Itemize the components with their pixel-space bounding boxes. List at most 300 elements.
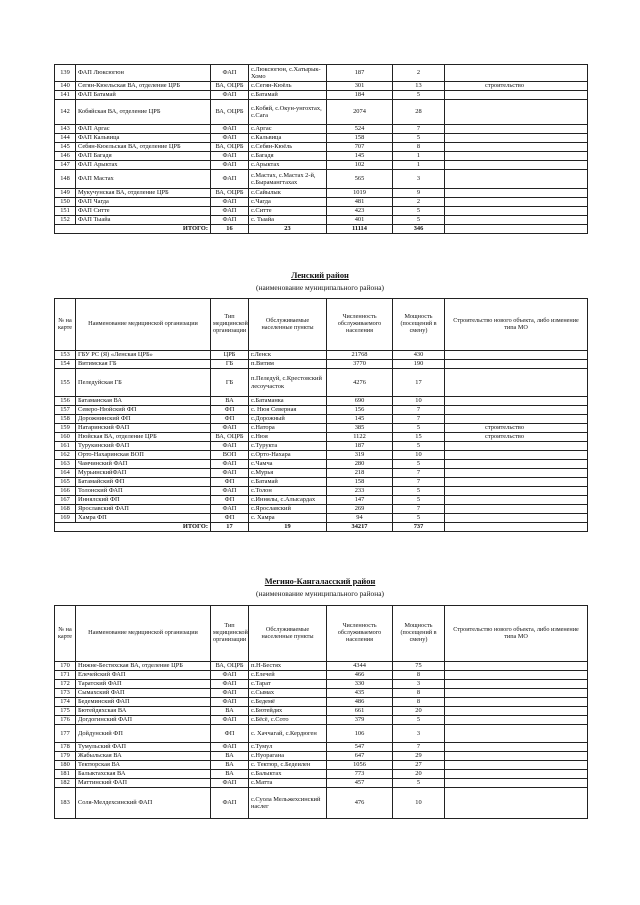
cell-note	[445, 397, 588, 406]
cell-type: ФАП	[211, 689, 249, 698]
cell-type: ФАП	[211, 469, 249, 478]
cell-note	[445, 189, 588, 198]
cell-org: ФАП Батамай	[76, 91, 211, 100]
cell-population: 690	[327, 397, 393, 406]
cell-org: Турукинский ФАП	[76, 442, 211, 451]
total-row	[55, 523, 588, 532]
cell-num: 153	[55, 351, 76, 360]
cell-type: ФП	[211, 514, 249, 523]
cell-population: 1122	[327, 433, 393, 442]
cell-type: ВА, ОЦРБ	[211, 143, 249, 152]
total-settlements: 23	[249, 225, 327, 234]
table-row	[55, 125, 588, 134]
cell-type: ВА	[211, 761, 249, 770]
cell-type: ФП	[211, 725, 249, 743]
cell-settlements: п.Витим	[249, 360, 327, 369]
cell-num: 170	[55, 662, 76, 671]
cell-settlements: с.Себян-Кюёль	[249, 143, 327, 152]
cell-population: 102	[327, 161, 393, 170]
cell-type: ФАП	[211, 788, 249, 819]
cell-num: 149	[55, 189, 76, 198]
cell-note	[445, 680, 588, 689]
cell-population: 106	[327, 725, 393, 743]
cell-settlements: с.Батамай	[249, 91, 327, 100]
cell-capacity: 10	[393, 397, 445, 406]
cell-capacity: 5	[393, 91, 445, 100]
cell-type: ВОП	[211, 451, 249, 460]
cell-settlements: с.Люксюгюн, с.Хатырык-Хомо	[249, 65, 327, 82]
cell-settlements: с.Мурья	[249, 469, 327, 478]
cell-note	[445, 505, 588, 514]
cell-num: 169	[55, 514, 76, 523]
total-capacity: 346	[393, 225, 445, 234]
cell-settlements: с.Ярославский	[249, 505, 327, 514]
cell-type: ФАП	[211, 152, 249, 161]
cell-settlements: с.Ситте	[249, 207, 327, 216]
cell-org: Батаманская ВА	[76, 397, 211, 406]
cell-num: 178	[55, 743, 76, 752]
cell-type: ВА, ОЦРБ	[211, 433, 249, 442]
cell-population: 565	[327, 170, 393, 189]
total-empty	[445, 225, 588, 234]
cell-capacity: 2	[393, 65, 445, 82]
cell-num: 161	[55, 442, 76, 451]
cell-capacity: 10	[393, 788, 445, 819]
cell-note	[445, 451, 588, 460]
table-row	[55, 170, 588, 189]
cell-capacity: 7	[393, 469, 445, 478]
cell-type: ФАП	[211, 698, 249, 707]
table-lensky	[54, 298, 588, 532]
cell-population: 486	[327, 698, 393, 707]
table-row	[55, 424, 588, 433]
cell-note	[445, 698, 588, 707]
table-row	[55, 716, 588, 725]
cell-num: 154	[55, 360, 76, 369]
total-label: ИТОГО:	[55, 225, 211, 234]
table-row	[55, 152, 588, 161]
cell-org: Тумульский ФАП	[76, 743, 211, 752]
cell-settlements: с.Нуорагана	[249, 752, 327, 761]
cell-org: Жабыльская ВА	[76, 752, 211, 761]
cell-type: ФАП	[211, 216, 249, 225]
cell-capacity: 20	[393, 707, 445, 716]
cell-settlements: с.Дорожный	[249, 415, 327, 424]
cell-type: ВА	[211, 707, 249, 716]
cell-capacity: 5	[393, 487, 445, 496]
cell-capacity: 5	[393, 207, 445, 216]
cell-type: ВА, ОЦРБ	[211, 189, 249, 198]
table-kobyaisky-continued	[54, 64, 588, 234]
cell-settlements: с. Хаччагай, с.Кердюген	[249, 725, 327, 743]
cell-type: ВА, ОЦРБ	[211, 100, 249, 125]
cell-population: 481	[327, 198, 393, 207]
cell-type: ФАП	[211, 460, 249, 469]
cell-org: Бютейдяхская ВА	[76, 707, 211, 716]
header-type: Тип медицинской организации	[211, 299, 249, 351]
cell-capacity: 190	[393, 360, 445, 369]
cell-capacity: 20	[393, 770, 445, 779]
cell-population: 707	[327, 143, 393, 152]
section-title-lensky: Ленский район	[291, 271, 349, 280]
cell-org: Хамра ФП	[76, 514, 211, 523]
cell-org: Тектюрская ВА	[76, 761, 211, 770]
header-num: № на карте	[55, 299, 76, 351]
cell-settlements: с.Бедемё	[249, 698, 327, 707]
cell-num: 142	[55, 100, 76, 125]
header-org: Наименование медицинской организации	[76, 299, 211, 351]
cell-org: ФАП Арыктах	[76, 161, 211, 170]
table-body	[55, 351, 588, 532]
section-title-megino: Мегино-Кангаласский район	[264, 577, 376, 586]
cell-org: Дорожнинский ФП	[76, 415, 211, 424]
table-row	[55, 65, 588, 82]
table-header-row	[55, 299, 588, 351]
cell-org: Сегян-Кюельская ВА, отделение ЦРБ	[76, 82, 211, 91]
cell-settlements: с. Хамра	[249, 514, 327, 523]
cell-capacity: 1	[393, 161, 445, 170]
cell-capacity: 5	[393, 496, 445, 505]
cell-population: 319	[327, 451, 393, 460]
cell-note	[445, 716, 588, 725]
cell-settlements: с.Бёсё, с.Сото	[249, 716, 327, 725]
cell-capacity: 2	[393, 198, 445, 207]
cell-note	[445, 761, 588, 770]
cell-note	[445, 779, 588, 788]
cell-org: Дойдунский ФП	[76, 725, 211, 743]
cell-note	[445, 100, 588, 125]
cell-org: Пеледуйская ГБ	[76, 369, 211, 397]
cell-org: МурьинскийФАП	[76, 469, 211, 478]
table-row	[55, 360, 588, 369]
cell-type: ФАП	[211, 198, 249, 207]
cell-org: Витимская ГБ	[76, 360, 211, 369]
cell-settlements: с.Елечей	[249, 671, 327, 680]
cell-population: 773	[327, 770, 393, 779]
table-row	[55, 505, 588, 514]
cell-org: Елечейский ФАП	[76, 671, 211, 680]
section-subtitle-megino: (наименование муниципального района)	[256, 589, 384, 598]
cell-org: Догдогинский ФАП	[76, 716, 211, 725]
cell-settlements: с.Иннялы, с.Алысардах	[249, 496, 327, 505]
cell-type: ФАП	[211, 680, 249, 689]
cell-type: ГБ	[211, 360, 249, 369]
cell-note	[445, 770, 588, 779]
cell-type: ЦРБ	[211, 351, 249, 360]
cell-org: Чамчинский ФАП	[76, 460, 211, 469]
cell-num: 144	[55, 134, 76, 143]
cell-org: ФАП Багадя	[76, 152, 211, 161]
cell-capacity: 1	[393, 152, 445, 161]
cell-note	[445, 161, 588, 170]
cell-type: ВА	[211, 770, 249, 779]
cell-num: 175	[55, 707, 76, 716]
cell-num: 171	[55, 671, 76, 680]
header-population: Численность обслуживаемого населения	[327, 606, 393, 662]
table-row	[55, 406, 588, 415]
cell-num: 162	[55, 451, 76, 460]
cell-capacity: 5	[393, 779, 445, 788]
cell-note	[445, 671, 588, 680]
cell-num: 139	[55, 65, 76, 82]
cell-org: Северо-Нюйский ФП	[76, 406, 211, 415]
cell-population: 524	[327, 125, 393, 134]
cell-settlements: с.Арыктах	[249, 161, 327, 170]
cell-num: 156	[55, 397, 76, 406]
cell-num: 141	[55, 91, 76, 100]
cell-type: ФАП	[211, 91, 249, 100]
cell-settlements: с. Тыайа	[249, 216, 327, 225]
cell-capacity: 7	[393, 125, 445, 134]
cell-num: 150	[55, 198, 76, 207]
table-header-row	[55, 606, 588, 662]
cell-settlements: с.Тарат	[249, 680, 327, 689]
cell-settlements: с.Аргас	[249, 125, 327, 134]
cell-settlements: с.Багадя	[249, 152, 327, 161]
cell-note	[445, 496, 588, 505]
cell-type: ФАП	[211, 170, 249, 189]
cell-settlements: с.Кальвица	[249, 134, 327, 143]
cell-type: ФП	[211, 496, 249, 505]
table-row	[55, 770, 588, 779]
cell-org: Орто-Нахаринская ВОП	[76, 451, 211, 460]
cell-note	[445, 351, 588, 360]
cell-settlements: с.Чагда	[249, 198, 327, 207]
cell-num: 148	[55, 170, 76, 189]
cell-note	[445, 788, 588, 819]
cell-num: 158	[55, 415, 76, 424]
cell-org: ФАП Кальвица	[76, 134, 211, 143]
cell-num: 160	[55, 433, 76, 442]
table-row	[55, 433, 588, 442]
cell-note	[445, 406, 588, 415]
cell-settlements: с.Суола Мельжехсинский наслег	[249, 788, 327, 819]
cell-note	[445, 415, 588, 424]
cell-capacity: 430	[393, 351, 445, 360]
cell-settlements: с.Сайылык	[249, 189, 327, 198]
cell-capacity: 5	[393, 442, 445, 451]
table-row	[55, 460, 588, 469]
table-row	[55, 514, 588, 523]
cell-org: Себян-Кюельская ВА, отделение ЦРБ	[76, 143, 211, 152]
cell-population: 547	[327, 743, 393, 752]
cell-population: 476	[327, 788, 393, 819]
cell-note	[445, 360, 588, 369]
cell-capacity: 9	[393, 189, 445, 198]
cell-num: 183	[55, 788, 76, 819]
table-row	[55, 451, 588, 460]
cell-note: строительство	[445, 424, 588, 433]
cell-note	[445, 369, 588, 397]
header-construction: Строительство нового объекта, либо изменение типа МО	[445, 606, 588, 662]
cell-capacity: 8	[393, 689, 445, 698]
cell-population: 3770	[327, 360, 393, 369]
cell-settlements: с.Толон	[249, 487, 327, 496]
cell-num: 182	[55, 779, 76, 788]
cell-settlements: с. Нюя Северная	[249, 406, 327, 415]
cell-population: 647	[327, 752, 393, 761]
table-row	[55, 761, 588, 770]
cell-note	[445, 689, 588, 698]
cell-note	[445, 460, 588, 469]
cell-type: ФАП	[211, 743, 249, 752]
cell-population: 4276	[327, 369, 393, 397]
cell-note	[445, 478, 588, 487]
table-row	[55, 134, 588, 143]
cell-num: 159	[55, 424, 76, 433]
cell-num: 147	[55, 161, 76, 170]
cell-population: 435	[327, 689, 393, 698]
table-row	[55, 442, 588, 451]
cell-org: Бедеминский ФАП	[76, 698, 211, 707]
cell-capacity: 3	[393, 725, 445, 743]
header-type: Тип медицинской организации	[211, 606, 249, 662]
cell-settlements: п.Пеледуй, с.Крестовский лесоучасток	[249, 369, 327, 397]
table-row	[55, 161, 588, 170]
cell-settlements: с.Бютейдях	[249, 707, 327, 716]
cell-population: 156	[327, 406, 393, 415]
cell-settlements: с.Натора	[249, 424, 327, 433]
cell-type: ФАП	[211, 716, 249, 725]
header-num: № на карте	[55, 606, 76, 662]
cell-num: 145	[55, 143, 76, 152]
cell-type: ФАП	[211, 442, 249, 451]
cell-num: 143	[55, 125, 76, 134]
cell-note	[445, 198, 588, 207]
cell-org: ФАП Ситте	[76, 207, 211, 216]
header-population: Численность обслуживаемого населения	[327, 299, 393, 351]
table-megino-kangalassky	[54, 605, 588, 819]
cell-population: 4344	[327, 662, 393, 671]
cell-num: 172	[55, 680, 76, 689]
cell-type: ФАП	[211, 671, 249, 680]
cell-population: 385	[327, 424, 393, 433]
table-row	[55, 662, 588, 671]
table-row	[55, 469, 588, 478]
cell-population: 1056	[327, 761, 393, 770]
table-row	[55, 680, 588, 689]
cell-capacity: 3	[393, 680, 445, 689]
table-row	[55, 143, 588, 152]
table-row	[55, 91, 588, 100]
header-capacity: Мощность (посещений в смену)	[393, 299, 445, 351]
cell-settlements: с.Балыктах	[249, 770, 327, 779]
cell-capacity: 75	[393, 662, 445, 671]
cell-type: ФАП	[211, 125, 249, 134]
cell-settlements: с.Батаманка	[249, 397, 327, 406]
cell-num: 167	[55, 496, 76, 505]
cell-org: ФАП Чагда	[76, 198, 211, 207]
cell-num: 155	[55, 369, 76, 397]
cell-settlements: с.Нюя	[249, 433, 327, 442]
cell-population: 21768	[327, 351, 393, 360]
table-row	[55, 671, 588, 680]
cell-note	[445, 125, 588, 134]
cell-org: Иннялский ФП	[76, 496, 211, 505]
cell-population: 233	[327, 487, 393, 496]
cell-capacity: 3	[393, 170, 445, 189]
cell-population: 301	[327, 82, 393, 91]
cell-settlements: с.Батамай	[249, 478, 327, 487]
cell-capacity: 5	[393, 460, 445, 469]
cell-population: 158	[327, 478, 393, 487]
table-row	[55, 752, 588, 761]
cell-settlements: с.Тумул	[249, 743, 327, 752]
cell-capacity: 7	[393, 505, 445, 514]
header-org: Наименование медицинской организации	[76, 606, 211, 662]
cell-type: ГБ	[211, 369, 249, 397]
cell-capacity: 15	[393, 433, 445, 442]
table-body	[55, 662, 588, 819]
cell-type: ФП	[211, 478, 249, 487]
cell-capacity: 8	[393, 143, 445, 152]
cell-type: ВА	[211, 397, 249, 406]
cell-population: 218	[327, 469, 393, 478]
table-row	[55, 725, 588, 743]
cell-population: 94	[327, 514, 393, 523]
cell-num: 173	[55, 689, 76, 698]
cell-note	[445, 743, 588, 752]
cell-note	[445, 487, 588, 496]
cell-population: 1019	[327, 189, 393, 198]
cell-capacity: 5	[393, 514, 445, 523]
cell-population: 401	[327, 216, 393, 225]
section-subtitle-lensky: (наименование муниципального района)	[256, 283, 384, 292]
total-population: 11114	[327, 225, 393, 234]
cell-num: 174	[55, 698, 76, 707]
cell-num: 151	[55, 207, 76, 216]
table-row	[55, 189, 588, 198]
header-settlements: Обслуживаемые населенные пункты	[249, 606, 327, 662]
cell-population: 145	[327, 415, 393, 424]
cell-type: ВА	[211, 752, 249, 761]
cell-capacity: 28	[393, 100, 445, 125]
cell-population: 2074	[327, 100, 393, 125]
cell-org: ФАП Аргас	[76, 125, 211, 134]
cell-type: ФАП	[211, 65, 249, 82]
cell-settlements: с.Турукта	[249, 442, 327, 451]
cell-type: ФАП	[211, 487, 249, 496]
cell-note	[445, 170, 588, 189]
cell-note	[445, 216, 588, 225]
cell-org: Толонский ФАП	[76, 487, 211, 496]
table-row	[55, 689, 588, 698]
cell-capacity: 5	[393, 216, 445, 225]
cell-org: Нюйская ВА, отделение ЦРБ	[76, 433, 211, 442]
header-capacity: Мощность (посещений в смену)	[393, 606, 445, 662]
cell-note	[445, 752, 588, 761]
total-settlements: 19	[249, 523, 327, 532]
table-row	[55, 369, 588, 397]
total-label: ИТОГО:	[55, 523, 211, 532]
cell-settlements: с.Сегян-Кюёль	[249, 82, 327, 91]
cell-type: ФАП	[211, 424, 249, 433]
cell-population: 379	[327, 716, 393, 725]
cell-note	[445, 725, 588, 743]
cell-settlements: с.Орто-Нахара	[249, 451, 327, 460]
cell-num: 176	[55, 716, 76, 725]
table-row	[55, 100, 588, 125]
cell-note	[445, 91, 588, 100]
table-body	[55, 65, 588, 234]
total-row	[55, 225, 588, 234]
cell-capacity: 13	[393, 82, 445, 91]
cell-org: Таратский ФАП	[76, 680, 211, 689]
total-type: 17	[211, 523, 249, 532]
cell-type: ВА, ОЦРБ	[211, 82, 249, 91]
header-settlements: Обслуживаемые населенные пункты	[249, 299, 327, 351]
table-row	[55, 397, 588, 406]
